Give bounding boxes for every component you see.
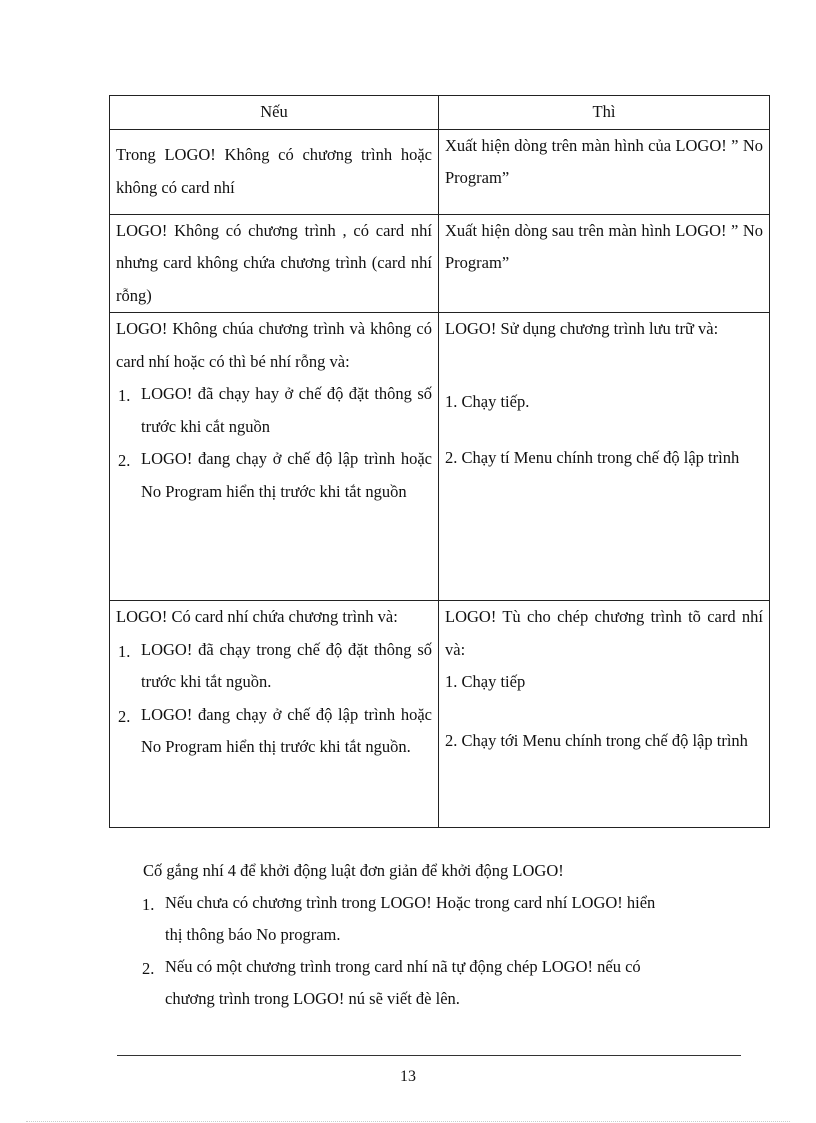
- rules-intro: Cố gắng nhí 4 để khởi động luật đơn giản để khởi động LOGO!: [143, 861, 564, 880]
- list-number: 2.: [118, 706, 131, 726]
- row3-then-intro: LOGO! Sử dụng chương trình lưu trữ và:: [445, 319, 719, 338]
- table-row: [110, 313, 770, 601]
- header-then: Thì: [439, 96, 770, 130]
- row3-if-intro: LOGO! Không chúa chương trình và không có card nhí hoặc có thì bé nhí rỗng và:: [116, 319, 432, 371]
- row4-then: [439, 601, 770, 828]
- list-text: LOGO! đã chạy trong chế độ đặt thông số trước khi tắt nguồn.: [141, 639, 432, 691]
- startup-rules: [109, 855, 770, 1015]
- list-text: Nếu có một chương trình trong card nhí nã tự động chép LOGO! nếu có chương trình trong LOGO! nú sẽ viết đè lên.: [165, 957, 641, 1008]
- list-item: [140, 887, 675, 951]
- row4-then-item1: 1. Chạy tiếp: [445, 672, 526, 691]
- rules-list: [109, 887, 770, 1015]
- row3-then-item1: 1. Chạy tiếp.: [445, 391, 530, 411]
- page-bottom-border: [26, 1121, 790, 1122]
- row4-then-intro: LOGO! Tù cho chép chương trình tõ card nhí và:: [445, 607, 763, 659]
- page-number: 13: [400, 1068, 416, 1085]
- row2-then: Xuất hiện dòng sau trên màn hình LOGO! ” No Program”: [439, 214, 770, 313]
- list-text: LOGO! đã chạy hay ở chế độ đặt thông số trước khi cắt nguồn: [141, 384, 432, 436]
- row4-if-list: [116, 634, 432, 764]
- footer-divider: [117, 1055, 741, 1056]
- list-number: 1.: [142, 895, 155, 914]
- list-text: LOGO! đang chạy ở chế độ lập trình hoặc No Program hiển thị trước khi tắt nguồn.: [141, 704, 432, 756]
- list-item: [116, 699, 432, 764]
- row3-if-list: [116, 378, 432, 508]
- list-number: 2.: [142, 959, 155, 978]
- condition-table: [109, 95, 770, 828]
- row3-if: [110, 313, 439, 601]
- list-item: [116, 378, 432, 443]
- list-text: LOGO! đang chạy ở chế độ lập trình hoặc No Program hiển thị trước khi tắt nguồn: [141, 449, 432, 501]
- row4-then-item2: 2. Chạy tới Menu chính trong chế độ lập trình: [445, 730, 748, 750]
- list-number: 1.: [118, 386, 131, 405]
- row4-if-intro: LOGO! Có card nhí chứa chương trình và:: [116, 607, 398, 626]
- list-item: [116, 634, 432, 699]
- row1-if: Trong LOGO! Không có chương trình hoặc không có card nhí: [110, 129, 439, 214]
- table-header-row: [110, 96, 770, 130]
- list-number: 2.: [118, 451, 131, 470]
- table-row: [110, 214, 770, 313]
- row3-then: [439, 313, 770, 601]
- row2-if: LOGO! Không có chương trình , có card nhí nhưng card không chứa chương trình (card nhí rỗng): [110, 214, 439, 313]
- row4-if: [110, 601, 439, 828]
- list-number: 1.: [118, 641, 131, 661]
- row1-then: Xuất hiện dòng trên màn hình của LOGO! ” No Program”: [439, 129, 770, 214]
- list-item: [116, 443, 432, 508]
- list-item: [140, 951, 675, 1015]
- table-row: [110, 601, 770, 828]
- list-text: Nếu chưa có chương trình trong LOGO! Hoặc trong card nhí LOGO! hiển thị thông báo No program.: [165, 893, 656, 944]
- table-row: [110, 129, 770, 214]
- header-if: Nếu: [110, 96, 439, 130]
- row3-then-item2: 2. Chạy tí Menu chính trong chế độ lập trình: [445, 448, 740, 467]
